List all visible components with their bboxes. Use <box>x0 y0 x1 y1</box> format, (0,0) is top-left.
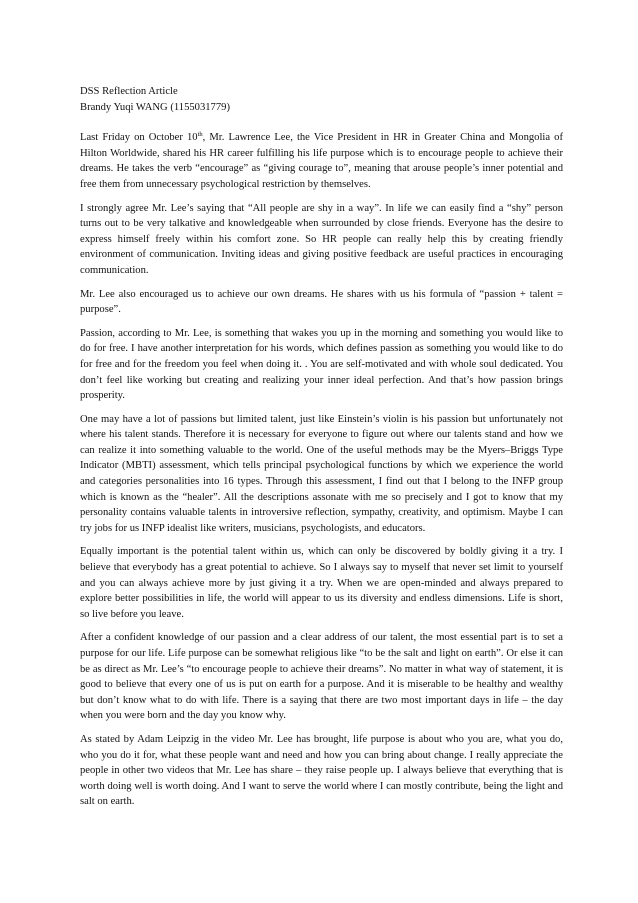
paragraph-3: Mr. Lee also encouraged us to achieve our own dreams. He shares with us his formula of “passion + talent = purpose”. <box>80 288 563 316</box>
paragraph-6: Equally important is the potential talent within us, which can only be discovered by boldly giving it a try. I believe that everybody has a great potential to achieve. So I always say to myself that never set limit to yourself and you can always achieve more by just giving it a try. When we are open-minded and always prepared to explore better possibilities in life, the world will appear to us its diversity and endless dimensions. Life is short, so live before you leave. <box>80 546 563 620</box>
paragraph-1-start: Last Friday on October 10 <box>80 132 198 144</box>
document-header <box>80 84 563 115</box>
paragraph-2: I strongly agree Mr. Lee’s saying that “All people are shy in a way”. In life we can easily find a “shy” person turns out to be very talkative and knowledgeable when surrounded by close friends. Everyone has the desire to express himself freely within his comfort zone. So HR people can really help this by creating friendly environment of communication. Inviting ideas and giving positive feedback are useful practices in encouraging communication. <box>80 202 563 276</box>
paragraph-1 <box>80 130 563 192</box>
paragraph-7: After a confident knowledge of our passion and a clear address of our talent, the most essential part is to set a purpose for our life. Life purpose can be somewhat religious like “to be the salt and light on earth”. Or else it can be as direct as Mr. Lee’s “to encourage people to achieve their dreams”. No matter in what way of statement, it is good to believe that every one of us is put on earth for a purpose. And it is miserable to be healthy and wealthy but don’t know what to do with life. There is a saying that there are two most important days in life – the day when you were born and the day you know why. <box>80 632 563 722</box>
paragraph-4: Passion, according to Mr. Lee, is something that wakes you up in the morning and something you would like to do for free. I have another interpretation for his words, which defines passion as something you would like to do for free and for the freedom you feel when doing it. . You are self-motivated and with whole soul dedicated. You don’t feel like working but creating and realizing your inner ideal perfection. And that’s how passion brings prosperity. <box>80 327 563 402</box>
paragraph-8: As stated by Adam Leipzig in the video Mr. Lee has brought, life purpose is about who you are, what you do, who you do it for, what these people want and need and how you can bring about change. I really appreciate the people in other two videos that Mr. Lee has share – they raise people up. I always believe that everything that is worth doing well is worth doing. And I want to serve the world where I can mostly contribute, being the light and salt on earth. <box>80 733 563 808</box>
paragraph-5: One may have a lot of passions but limited talent, just like Einstein’s violin is his passion but unfortunately not where his talent stands. Therefore it is necessary for everyone to figure out where our talents stand and how we can realize it into something valuable to the world. One of the useful methods may be the Myers–Briggs Type Indicator (MBTI) assessment, which tells principal psychological functions by which we experience the world and categories personalities into 16 types. Through this assessment, I find out that I belong to the INFP group which is known as the “healer”. All the descriptions assonate with me so precisely and I got to know that my personality contains valuable talents in introversive reflection, sympathy, creativity, and optimism. Maybe I can try jobs for us INFP idealist like writers, musicians, psychologists, and educators. <box>80 413 563 534</box>
document-title: DSS Reflection Article <box>80 86 178 97</box>
ordinal-suffix: th <box>197 131 203 139</box>
author-line: Brandy Yuqi WANG (1155031779) <box>80 101 230 113</box>
paragraph-1-rest: , Mr. Lawrence Lee, the Vice President in HR in Greater China and Mongolia of Hilton Worldwide, shared his HR career fulfilling his life purpose which is to encourage people to achieve their dreams. He takes the verb “encourage” as “giving courage to”, meaning that arouse people’s inner potential and free them from unnecessary psychological restriction by themselves. <box>80 132 563 190</box>
document-page <box>80 84 563 818</box>
